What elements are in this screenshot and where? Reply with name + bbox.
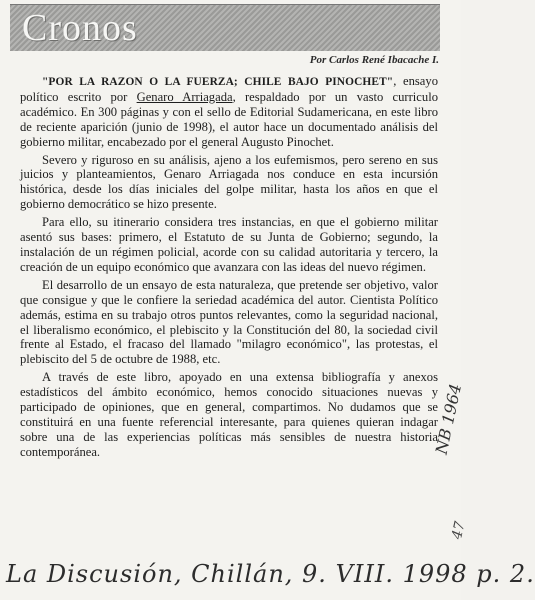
handwritten-margin-number: 47 — [449, 520, 469, 541]
paragraph-4: El desarrollo de un ensayo de esta naturaleza, que pretende ser objetivo, valor que consigue y que le confiere la seriedad académica del autor. Cientista Político además, estima en su trabajo otros puntos relevantes, como la seguridad nacional, el liberalismo económico, el plebiscito y la Constitución del 80, la sociedad civil frente al Estado, el fracaso del llamado "milagro económico", las protestas, el plebiscito del 5 de octubre de 1988, etc. — [20, 277, 438, 367]
author-name: Genaro Arriagada — [136, 89, 233, 104]
handwritten-source-note: La Discusión, Chillán, 9. VIII. 1998 p. 2. — [6, 560, 535, 588]
handwritten-margin-note: NB 1964 — [432, 382, 466, 456]
paragraph-5: A través de este libro, apoyado en una extensa bibliografía y anexos estadísticos del ámbito económico, hemos conocido situaciones nuevas y participado de opiniones, que en general, compartimos. No dudamos que se constituirá en una fuente referencial interesante, para quienes quieran indagar sobre una de las experiencias políticas más sensibles de nuestra historia contemporánea. — [20, 370, 438, 459]
paragraph-1-intro: , ensayo político escrito por — [20, 74, 438, 104]
paragraph-2: Severo y riguroso en su análisis, ajeno a los eufemismos, pero sereno en sus juicios y planteamientos, Genaro Arriagada nos conduce en esta incursión histórica, desde los días iniciales del golpe militar, hasta los años en que el gobierno democrático se hizo presente. — [20, 152, 438, 212]
column-masthead — [10, 4, 440, 51]
column-title: Cronos — [22, 7, 138, 49]
paragraph-1 — [20, 74, 438, 150]
paragraph-3: Para ello, su itinerario considera tres instancias, en que el gobierno militar asentó sus bases: primero, el Estatuto de su Junta de Gobierno; segundo, la instalación de un régimen policial, acorde con su calidad autoritaria y tercero, la creación de un equipo económico que avanzara con las ideas del nuevo régimen. — [20, 215, 438, 274]
byline: Por Carlos René Ibacache I. — [309, 54, 439, 66]
article-body — [20, 74, 438, 463]
paragraph-1-rest: , respaldado por un vasto curriculo académico. En 300 páginas y con el sello de Editorial Sudamericana, en este libro de reciente aparición (junio de 1998), el autor hace un documentado análisis del gobierno militar, encabezado por el general Augusto Pinochet. — [20, 89, 438, 149]
book-title: "POR LA RAZON O LA FUERZA; CHILE BAJO PINOCHET" — [42, 76, 394, 88]
